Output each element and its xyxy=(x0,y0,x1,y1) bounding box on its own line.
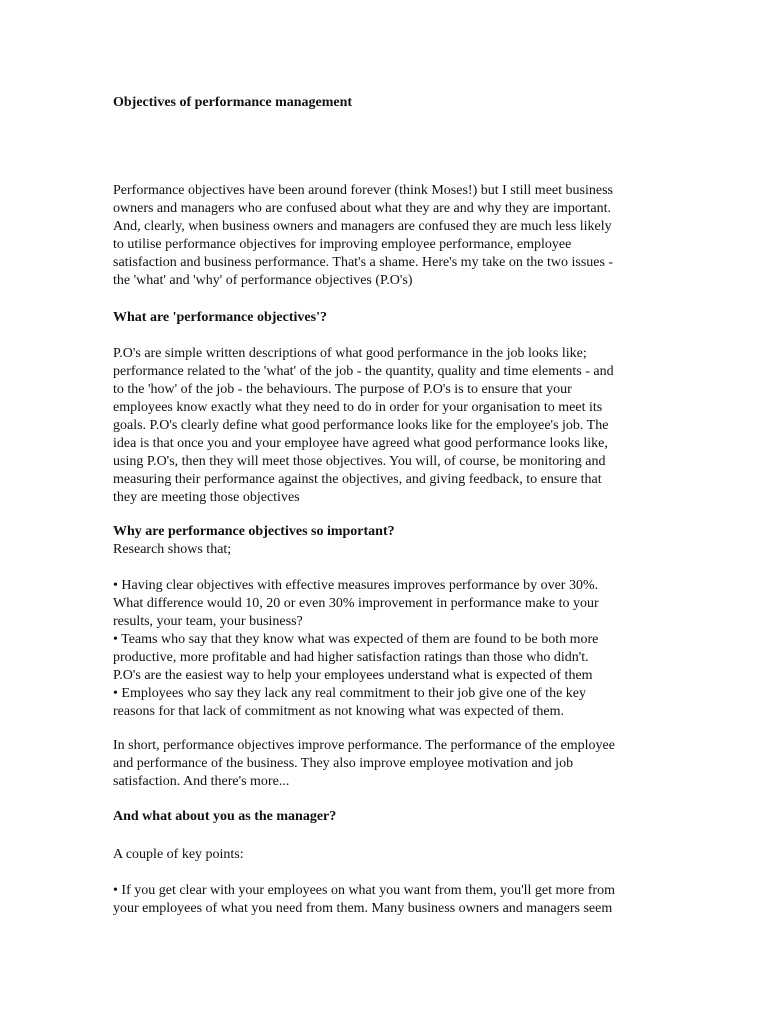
why-line: What difference would 10, 20 or even 30% improvement in performance make to your xyxy=(113,596,599,611)
intro-line: the 'what' and 'why' of performance objectives (P.O's) xyxy=(113,273,413,288)
summary-line: and performance of the business. They also improve employee motivation and job xyxy=(113,756,574,771)
why-line: productive, more profitable and had higher satisfaction ratings than those who didn't. xyxy=(113,650,589,665)
intro-line: satisfaction and business performance. That's a shame. Here's my take on the two issues - xyxy=(113,255,614,270)
intro-line: owners and managers who are confused about what they are and why they are important. xyxy=(113,201,611,216)
summary-paragraph xyxy=(113,737,658,791)
why-line: • Employees who say they lack any real commitment to their job give one of the key xyxy=(113,686,586,701)
intro-paragraph xyxy=(113,182,658,290)
section-heading-manager: And what about you as the manager? xyxy=(113,809,337,824)
research-intro: Research shows that; xyxy=(113,542,232,557)
manager-line: your employees of what you need from them. Many business owners and managers seem xyxy=(113,901,613,916)
what-line: goals. P.O's clearly define what good performance looks like for the employee's job. The xyxy=(113,418,609,433)
summary-line: In short, performance objectives improve performance. The performance of the employee xyxy=(113,738,615,753)
intro-line: And, clearly, when business owners and managers are confused they are much less likely xyxy=(113,219,612,234)
what-line: using P.O's, then they will meet those objectives. You will, of course, be monitoring and xyxy=(113,454,606,469)
summary-line: satisfaction. And there's more... xyxy=(113,774,290,789)
manager-bullet xyxy=(113,882,658,918)
what-line: performance related to the 'what' of the job - the quantity, quality and time elements - and xyxy=(113,364,614,379)
manager-line: • If you get clear with your employees on what you want from them, you'll get more from xyxy=(113,883,615,898)
intro-line: to utilise performance objectives for improving employee performance, employee xyxy=(113,237,572,252)
why-line: results, your team, your business? xyxy=(113,614,303,629)
what-line: idea is that once you and your employee have agreed what good performance looks like, xyxy=(113,436,608,451)
why-bullet-list xyxy=(113,577,658,721)
why-line: • Teams who say that they know what was expected of them are found to be both more xyxy=(113,632,599,647)
what-paragraph xyxy=(113,345,658,507)
what-line: to the 'how' of the job - the behaviours. The purpose of P.O's is to ensure that your xyxy=(113,382,572,397)
what-line: they are meeting those objectives xyxy=(113,490,300,505)
why-line: P.O's are the easiest way to help your employees understand what is expected of them xyxy=(113,668,593,683)
section-heading-why: Why are performance objectives so important? xyxy=(113,524,395,539)
document-title: Objectives of performance management xyxy=(113,95,353,110)
key-points-intro: A couple of key points: xyxy=(113,847,244,862)
what-line: measuring their performance against the objectives, and giving feedback, to ensure that xyxy=(113,472,602,487)
why-line: reasons for that lack of commitment as not knowing what was expected of them. xyxy=(113,704,564,719)
why-line: • Having clear objectives with effective measures improves performance by over 30%. xyxy=(113,578,599,593)
what-line: P.O's are simple written descriptions of what good performance in the job looks like; xyxy=(113,346,587,361)
section-why xyxy=(113,523,658,559)
section-heading-what: What are 'performance objectives'? xyxy=(113,310,327,325)
what-line: employees know exactly what they need to do in order for your organisation to meet its xyxy=(113,400,603,415)
intro-line: Performance objectives have been around forever (think Moses!) but I still meet business xyxy=(113,183,613,198)
